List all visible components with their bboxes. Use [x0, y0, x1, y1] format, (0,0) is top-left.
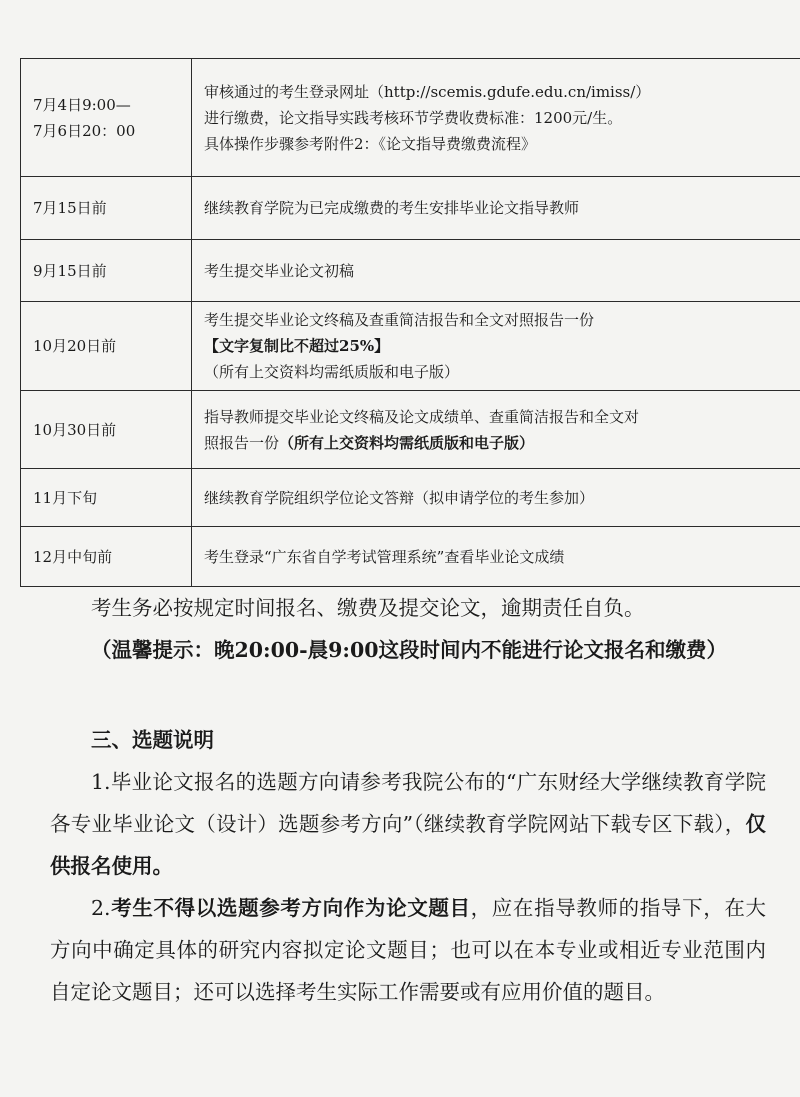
date-text: 10月20日前 — [33, 337, 117, 355]
row-description — [192, 240, 800, 302]
desc-segment: 照报告一份 — [204, 433, 280, 452]
desc-line: 继续教育学院组织学位论文答辩（拟申请学位的考生参加） — [204, 488, 595, 507]
deadline-note: 考生务必按规定时间报名、缴费及提交论文，逾期责任自负。 — [91, 596, 645, 620]
desc-line: （所有上交资料均需纸质版和电子版） — [204, 363, 460, 381]
row-date — [21, 391, 192, 469]
schedule-table — [20, 58, 800, 587]
item1-bold: 仅供报名使用。 — [50, 812, 766, 878]
desc-line: 审核通过的考生登录网址（http://scemis.gdufe.edu.cn/imiss/） — [204, 82, 651, 101]
row-description — [192, 527, 800, 587]
desc-line: 考生提交毕业论文终稿及查重简洁报告和全文对照报告一份 — [204, 311, 595, 329]
date-text: 9月15日前 — [33, 261, 107, 280]
item2-bold: 考生不得以选题参考方向作为论文题目 — [110, 896, 471, 920]
date-text: 7月15日前 — [33, 199, 107, 217]
row-date — [21, 240, 192, 302]
table-row — [21, 240, 800, 302]
item1-text: 1.毕业论文报名的选题方向请参考我院公布的“广东财经大学继续教育学院各专业毕业论文（设计）选题参考方向”（继续教育学院网站下载专区下载）， — [50, 770, 766, 836]
desc-segment-bold: （所有上交资料均需纸质版和电子版） — [279, 433, 535, 452]
row-description — [192, 391, 800, 469]
selection-item-1 — [50, 761, 766, 887]
item2-number: 2. — [91, 896, 111, 920]
row-date — [21, 302, 192, 391]
table-row — [21, 302, 800, 391]
row-description — [192, 302, 800, 391]
desc-line — [204, 430, 794, 456]
desc-line: 考生提交毕业论文初稿 — [204, 261, 355, 280]
section-title: 三、选题说明 — [91, 728, 214, 752]
row-description — [192, 469, 800, 527]
date-text: 11月下旬 — [33, 488, 98, 507]
row-description — [192, 59, 800, 177]
desc-line: 继续教育学院为已完成缴费的考生安排毕业论文指导教师 — [204, 199, 580, 217]
desc-line: 进行缴费，论文指导实践考核环节学费收费标准：1200元/生。 — [204, 108, 623, 127]
row-date — [21, 177, 192, 240]
table-row — [21, 527, 800, 587]
row-date — [21, 469, 192, 527]
row-date — [21, 59, 192, 177]
table-row — [21, 469, 800, 527]
row-description — [192, 177, 800, 240]
desc-line: 指导教师提交毕业论文终稿及论文成绩单、查重简洁报告和全文对 — [204, 407, 640, 426]
item2-text: ，应在指导教师的指导下，在大方向中确定具体的研究内容拟定论文题目；也可以在本专业或相近专业范围内自定论文题目；还可以选择考生实际工作需要或有应用价值的题目。 — [50, 896, 767, 1004]
desc-line-bold: 【文字复制比不超过25%】 — [204, 337, 390, 355]
date-text: 10月30日前 — [33, 420, 117, 439]
date-text: 12月中旬前 — [33, 547, 113, 566]
row-date — [21, 527, 192, 587]
table-row — [21, 59, 800, 177]
table-row — [21, 177, 800, 240]
date-text: 7月4日9:00— 7月6日20：00 — [33, 95, 136, 140]
desc-line: 具体操作步骤参考附件2：《论文指导费缴费流程》 — [204, 134, 537, 153]
warm-tip: （温馨提示：晚20:00-晨9:00这段时间内不能进行论文报名和缴费） — [91, 638, 727, 662]
selection-item-2 — [50, 887, 766, 1013]
desc-line: 考生登录“广东省自学考试管理系统”查看毕业论文成绩 — [204, 547, 565, 566]
table-row — [21, 391, 800, 469]
